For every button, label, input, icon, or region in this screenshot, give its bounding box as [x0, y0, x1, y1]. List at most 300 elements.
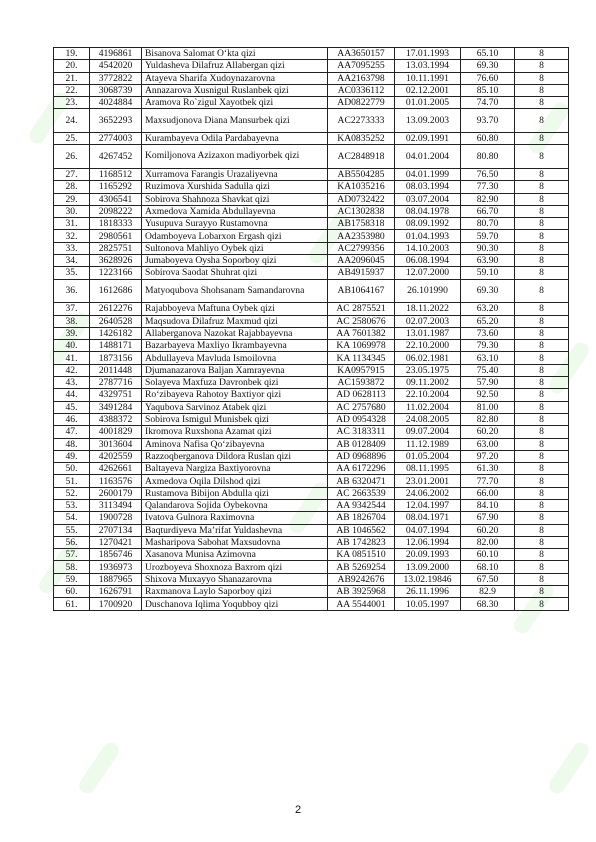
score-cell: 77.70 [461, 475, 515, 487]
full-name-cell: Ikromova Ruxshona Azamat qizi [142, 426, 328, 438]
row-number-cell: 32. [54, 230, 90, 242]
row-number-cell: 57. [54, 549, 90, 561]
score-cell: 60.20 [461, 426, 515, 438]
score-cell: 60.10 [461, 549, 515, 561]
birth-date-cell: 13.09.2003 [395, 109, 461, 133]
candidate-id-cell: 2787716 [90, 377, 142, 389]
table-row [54, 364, 569, 376]
full-name-cell: Axmedova Oqila Dilshod qizi [142, 475, 328, 487]
table-row [54, 561, 569, 573]
table-row [54, 377, 569, 389]
candidate-id-cell: 1163576 [90, 475, 142, 487]
candidate-id-cell: 1887965 [90, 573, 142, 585]
full-name-cell: Sultonova Mahliyo Oybek qizi [142, 242, 328, 254]
grade-cell: 8 [515, 549, 569, 561]
passport-number-cell: AD 0968896 [328, 450, 395, 462]
score-cell: 77.30 [461, 181, 515, 193]
grade-cell: 8 [515, 377, 569, 389]
candidate-id-cell: 1270421 [90, 536, 142, 548]
full-name-cell: Aramova Ro`zigul Xayotbek qizi [142, 97, 328, 109]
passport-number-cell: AD0732422 [328, 193, 395, 205]
score-cell: 69.30 [461, 279, 515, 303]
candidate-table [53, 47, 569, 611]
table-row [54, 438, 569, 450]
passport-number-cell: AC1593872 [328, 377, 395, 389]
grade-cell: 8 [515, 340, 569, 352]
passport-number-cell: AC2848918 [328, 145, 395, 169]
score-cell: 68.30 [461, 598, 515, 610]
grade-cell: 8 [515, 48, 569, 60]
score-cell: 67.90 [461, 512, 515, 524]
birth-date-cell: 08.04.1978 [395, 205, 461, 217]
grade-cell: 8 [515, 97, 569, 109]
grade-cell: 8 [515, 438, 569, 450]
full-name-cell: Ivatova Gulnora Raximovna [142, 512, 328, 524]
birth-date-cell: 08.04.1971 [395, 512, 461, 524]
candidate-id-cell: 3491284 [90, 401, 142, 413]
birth-date-cell: 26.11.1996 [395, 586, 461, 598]
table-row [54, 549, 569, 561]
table-row [54, 487, 569, 499]
full-name-cell: Bazarbayeva Maxliyo Ikrambayevna [142, 340, 328, 352]
passport-number-cell: AC 2757680 [328, 401, 395, 413]
passport-number-cell: AA2163798 [328, 72, 395, 84]
grade-cell: 8 [515, 586, 569, 598]
candidate-id-cell: 1900728 [90, 512, 142, 524]
birth-date-cell: 12.06.1994 [395, 536, 461, 548]
candidate-id-cell: 2980561 [90, 230, 142, 242]
candidate-id-cell: 3772822 [90, 72, 142, 84]
row-number-cell: 59. [54, 573, 90, 585]
full-name-cell: Urozboyeva Shoxnoza Baxrom qizi [142, 561, 328, 573]
candidate-id-cell: 2774003 [90, 133, 142, 145]
candidate-id-cell: 4542020 [90, 60, 142, 72]
passport-number-cell: AB 0128409 [328, 438, 395, 450]
candidate-id-cell: 3068739 [90, 84, 142, 96]
watermark-mark [76, 739, 122, 796]
table-row [54, 573, 569, 585]
full-name-cell: Axmedova Xamida Abdullayevna [142, 205, 328, 217]
row-number-cell: 50. [54, 463, 90, 475]
score-cell: 81.00 [461, 401, 515, 413]
birth-date-cell: 08.09.1992 [395, 218, 461, 230]
candidate-id-cell: 1426182 [90, 327, 142, 339]
score-cell: 80.80 [461, 145, 515, 169]
birth-date-cell: 02.07.2003 [395, 315, 461, 327]
table-row [54, 109, 569, 133]
score-cell: 67.50 [461, 573, 515, 585]
table-row [54, 475, 569, 487]
birth-date-cell: 06.08.1994 [395, 255, 461, 267]
row-number-cell: 46. [54, 413, 90, 425]
row-number-cell: 54. [54, 512, 90, 524]
score-cell: 60.20 [461, 524, 515, 536]
table-row [54, 242, 569, 254]
score-cell: 69.30 [461, 60, 515, 72]
row-number-cell: 52. [54, 487, 90, 499]
score-cell: 75.40 [461, 364, 515, 376]
grade-cell: 8 [515, 512, 569, 524]
birth-date-cell: 11.12.1989 [395, 438, 461, 450]
birth-date-cell: 01.01.2005 [395, 97, 461, 109]
grade-cell: 8 [515, 267, 569, 279]
row-number-cell: 35. [54, 267, 90, 279]
row-number-cell: 56. [54, 536, 90, 548]
grade-cell: 8 [515, 598, 569, 610]
birth-date-cell: 11.02.2004 [395, 401, 461, 413]
score-cell: 76.60 [461, 72, 515, 84]
birth-date-cell: 12.04.1997 [395, 499, 461, 511]
row-number-cell: 28. [54, 181, 90, 193]
passport-number-cell: AC2273333 [328, 109, 395, 133]
table-row [54, 133, 569, 145]
birth-date-cell: 13.03.1994 [395, 60, 461, 72]
score-cell: 63.00 [461, 438, 515, 450]
grade-cell: 8 [515, 230, 569, 242]
candidate-id-cell: 4329751 [90, 389, 142, 401]
table-row [54, 267, 569, 279]
full-name-cell: Ruzimova Xurshida Sadulla qizi [142, 181, 328, 193]
passport-number-cell: AC 2663539 [328, 487, 395, 499]
passport-number-cell: AC 2580676 [328, 315, 395, 327]
score-cell: 57.90 [461, 377, 515, 389]
row-number-cell: 48. [54, 438, 90, 450]
grade-cell: 8 [515, 389, 569, 401]
candidate-id-cell: 4267452 [90, 145, 142, 169]
full-name-cell: Shixova Muxayyo Shanazarovna [142, 573, 328, 585]
table-row [54, 303, 569, 315]
row-number-cell: 49. [54, 450, 90, 462]
passport-number-cell: AB 5269254 [328, 561, 395, 573]
passport-number-cell: AB1064167 [328, 279, 395, 303]
row-number-cell: 21. [54, 72, 90, 84]
row-number-cell: 47. [54, 426, 90, 438]
full-name-cell: Masharipova Sabohat Maxsudovna [142, 536, 328, 548]
score-cell: 68.10 [461, 561, 515, 573]
score-cell: 73.60 [461, 327, 515, 339]
grade-cell: 8 [515, 279, 569, 303]
row-number-cell: 31. [54, 218, 90, 230]
grade-cell: 8 [515, 413, 569, 425]
row-number-cell: 27. [54, 168, 90, 180]
score-cell: 79.30 [461, 340, 515, 352]
grade-cell: 8 [515, 255, 569, 267]
grade-cell: 8 [515, 84, 569, 96]
passport-number-cell: AC 3183311 [328, 426, 395, 438]
table-row [54, 389, 569, 401]
passport-number-cell: AB5504285 [328, 168, 395, 180]
row-number-cell: 51. [54, 475, 90, 487]
passport-number-cell: KA1035216 [328, 181, 395, 193]
birth-date-cell: 24.06.2002 [395, 487, 461, 499]
full-name-cell: Djumanazarova Baljan Xamrayevna [142, 364, 328, 376]
full-name-cell: Baqturdiyeva Ma’rifat Yuldashevna [142, 524, 328, 536]
score-cell: 66.00 [461, 487, 515, 499]
full-name-cell: Yuldasheva Dilafruz Allabergan qizi [142, 60, 328, 72]
score-cell: 61.30 [461, 463, 515, 475]
birth-date-cell: 04.01.2004 [395, 145, 461, 169]
birth-date-cell: 13.09.2000 [395, 561, 461, 573]
birth-date-cell: 02.12.2001 [395, 84, 461, 96]
grade-cell: 8 [515, 561, 569, 573]
passport-number-cell: KA 1134345 [328, 352, 395, 364]
passport-number-cell: AA7095255 [328, 60, 395, 72]
full-name-cell: Atayeva Sharifa Xudoynazarovna [142, 72, 328, 84]
passport-number-cell: AC2799356 [328, 242, 395, 254]
table-row [54, 60, 569, 72]
page-number: 2 [294, 804, 302, 816]
score-cell: 65.10 [461, 48, 515, 60]
candidate-id-cell: 1700920 [90, 598, 142, 610]
score-cell: 59.10 [461, 267, 515, 279]
score-cell: 66.70 [461, 205, 515, 217]
grade-cell: 8 [515, 181, 569, 193]
candidate-id-cell: 1488171 [90, 340, 142, 352]
full-name-cell: Maqsudova Dilafruz Maxmud qizi [142, 315, 328, 327]
birth-date-cell: 23.05.1975 [395, 364, 461, 376]
birth-date-cell: 04.07.1994 [395, 524, 461, 536]
full-name-cell: Sobirova Saodat Shuhrat qizi [142, 267, 328, 279]
score-cell: 76.50 [461, 168, 515, 180]
grade-cell: 8 [515, 524, 569, 536]
row-number-cell: 23. [54, 97, 90, 109]
row-number-cell: 53. [54, 499, 90, 511]
grade-cell: 8 [515, 145, 569, 169]
table-row [54, 315, 569, 327]
table-row [54, 536, 569, 548]
grade-cell: 8 [515, 60, 569, 72]
full-name-cell: Sobirova Shahnoza Shavkat qizi [142, 193, 328, 205]
row-number-cell: 61. [54, 598, 90, 610]
score-cell: 84.10 [461, 499, 515, 511]
table-row [54, 499, 569, 511]
candidate-id-cell: 4024884 [90, 97, 142, 109]
score-cell: 80.70 [461, 218, 515, 230]
candidate-id-cell: 2098222 [90, 205, 142, 217]
passport-number-cell: AA 6172296 [328, 463, 395, 475]
grade-cell: 8 [515, 205, 569, 217]
table-row [54, 352, 569, 364]
full-name-cell: Bisanova Salomat O‘kta qizi [142, 48, 328, 60]
passport-number-cell: KA0957915 [328, 364, 395, 376]
birth-date-cell: 04.01.1999 [395, 168, 461, 180]
grade-cell: 8 [515, 426, 569, 438]
row-number-cell: 22. [54, 84, 90, 96]
grade-cell: 8 [515, 573, 569, 585]
grade-cell: 8 [515, 133, 569, 145]
full-name-cell: Rustamova Bibijon Abdulla qizi [142, 487, 328, 499]
row-number-cell: 24. [54, 109, 90, 133]
full-name-cell: Yaqubova Sarvinoz Atabek qizi [142, 401, 328, 413]
candidate-id-cell: 2707134 [90, 524, 142, 536]
birth-date-cell: 22.10.2004 [395, 389, 461, 401]
candidate-id-cell: 2011448 [90, 364, 142, 376]
passport-number-cell: AC 2875521 [328, 303, 395, 315]
birth-date-cell: 14.10.2003 [395, 242, 461, 254]
grade-cell: 8 [515, 401, 569, 413]
grade-cell: 8 [515, 487, 569, 499]
full-name-cell: Kurambayeva Odila Pardabayevna [142, 133, 328, 145]
table-row [54, 279, 569, 303]
full-name-cell: Yusupuva Surayyo Rustamovna [142, 218, 328, 230]
score-cell: 82.80 [461, 413, 515, 425]
candidate-id-cell: 1168512 [90, 168, 142, 180]
candidate-id-cell: 2600179 [90, 487, 142, 499]
table-row [54, 145, 569, 169]
table-row [54, 218, 569, 230]
score-cell: 90.30 [461, 242, 515, 254]
table-row [54, 524, 569, 536]
table-row [54, 193, 569, 205]
grade-cell: 8 [515, 193, 569, 205]
table-row [54, 205, 569, 217]
row-number-cell: 60. [54, 586, 90, 598]
candidate-id-cell: 1818333 [90, 218, 142, 230]
grade-cell: 8 [515, 109, 569, 133]
birth-date-cell: 23.01.2001 [395, 475, 461, 487]
birth-date-cell: 13.01.1987 [395, 327, 461, 339]
candidate-id-cell: 4196861 [90, 48, 142, 60]
full-name-cell: Komiljonova Azizaxon madiyorbek qizi [142, 145, 328, 169]
row-number-cell: 36. [54, 279, 90, 303]
row-number-cell: 40. [54, 340, 90, 352]
table-row [54, 181, 569, 193]
score-cell: 60.80 [461, 133, 515, 145]
birth-date-cell: 09.07.2004 [395, 426, 461, 438]
table-row [54, 72, 569, 84]
grade-cell: 8 [515, 303, 569, 315]
grade-cell: 8 [515, 475, 569, 487]
passport-number-cell: AA 9342544 [328, 499, 395, 511]
passport-number-cell: AD 0954328 [328, 413, 395, 425]
passport-number-cell: AA2096045 [328, 255, 395, 267]
grade-cell: 8 [515, 242, 569, 254]
birth-date-cell: 24.08.2005 [395, 413, 461, 425]
full-name-cell: Solayeva Maxfuza Davronbek qizi [142, 377, 328, 389]
birth-date-cell: 22.10.2000 [395, 340, 461, 352]
row-number-cell: 43. [54, 377, 90, 389]
birth-date-cell: 10.11.1991 [395, 72, 461, 84]
birth-date-cell: 18.11.2022 [395, 303, 461, 315]
candidate-id-cell: 1936973 [90, 561, 142, 573]
table-row [54, 340, 569, 352]
full-name-cell: Raxmanova Laylo Saporboy qizi [142, 586, 328, 598]
table-row [54, 413, 569, 425]
score-cell: 97.20 [461, 450, 515, 462]
full-name-cell: Jumaboyeva Oysha Soporboy qizi [142, 255, 328, 267]
full-name-cell: Xasanova Munisa Azimovna [142, 549, 328, 561]
candidate-id-cell: 1856746 [90, 549, 142, 561]
full-name-cell: Matyoqubova Shohsanam Samandarovna [142, 279, 328, 303]
grade-cell: 8 [515, 499, 569, 511]
row-number-cell: 39. [54, 327, 90, 339]
passport-number-cell: AA3650157 [328, 48, 395, 60]
full-name-cell: Rajabboyeva Maftuna Oybek qizi [142, 303, 328, 315]
candidate-id-cell: 3628926 [90, 255, 142, 267]
passport-number-cell: AB 6320471 [328, 475, 395, 487]
passport-number-cell: AD 0628113 [328, 389, 395, 401]
grade-cell: 8 [515, 450, 569, 462]
full-name-cell: Xurramova Farangis Urazaliyevna [142, 168, 328, 180]
candidate-id-cell: 1626791 [90, 586, 142, 598]
passport-number-cell: AA 5544001 [328, 598, 395, 610]
row-number-cell: 38. [54, 315, 90, 327]
row-number-cell: 41. [54, 352, 90, 364]
row-number-cell: 20. [54, 60, 90, 72]
candidate-id-cell: 4202559 [90, 450, 142, 462]
row-number-cell: 29. [54, 193, 90, 205]
candidate-id-cell: 3113494 [90, 499, 142, 511]
full-name-cell: Baltayeva Nargiza Baxtiyorovna [142, 463, 328, 475]
passport-number-cell: AB 1046562 [328, 524, 395, 536]
full-name-cell: Allaberganova Nazokat Rajabbayevna [142, 327, 328, 339]
row-number-cell: 58. [54, 561, 90, 573]
birth-date-cell: 20.09.1993 [395, 549, 461, 561]
birth-date-cell: 02.09.1991 [395, 133, 461, 145]
full-name-cell: Abdullayeva Mavluda Ismoilovna [142, 352, 328, 364]
score-cell: 93.70 [461, 109, 515, 133]
table-row [54, 255, 569, 267]
birth-date-cell: 12.07.2000 [395, 267, 461, 279]
candidate-id-cell: 2825751 [90, 242, 142, 254]
birth-date-cell: 06.02.1981 [395, 352, 461, 364]
row-number-cell: 19. [54, 48, 90, 60]
passport-number-cell: AC0336112 [328, 84, 395, 96]
table-row [54, 598, 569, 610]
passport-number-cell: AB1758318 [328, 218, 395, 230]
score-cell: 74.70 [461, 97, 515, 109]
table-row [54, 426, 569, 438]
score-cell: 92.50 [461, 389, 515, 401]
candidate-id-cell: 2612276 [90, 303, 142, 315]
full-name-cell: Razzoqberganova Dildora Ruslan qizi [142, 450, 328, 462]
birth-date-cell: 09.11.2002 [395, 377, 461, 389]
row-number-cell: 26. [54, 145, 90, 169]
full-name-cell: Odamboyeva Lobarxon Ergash qizi [142, 230, 328, 242]
score-cell: 63.20 [461, 303, 515, 315]
passport-number-cell: AB 3925968 [328, 586, 395, 598]
full-name-cell: Ro‘zibayeva Rahotoy Baxtiyor qizi [142, 389, 328, 401]
table-row [54, 401, 569, 413]
row-number-cell: 42. [54, 364, 90, 376]
candidate-id-cell: 4262661 [90, 463, 142, 475]
candidate-id-cell: 3652293 [90, 109, 142, 133]
passport-number-cell: AB4915937 [328, 267, 395, 279]
candidate-id-cell: 3013604 [90, 438, 142, 450]
score-cell: 63.90 [461, 255, 515, 267]
grade-cell: 8 [515, 352, 569, 364]
full-name-cell: Annazarova Xusnigul Ruslanbek qizi [142, 84, 328, 96]
birth-date-cell: 17.01.1993 [395, 48, 461, 60]
row-number-cell: 25. [54, 133, 90, 145]
row-number-cell: 44. [54, 389, 90, 401]
passport-number-cell: AA 7601382 [328, 327, 395, 339]
table-row [54, 48, 569, 60]
score-cell: 63.10 [461, 352, 515, 364]
grade-cell: 8 [515, 72, 569, 84]
birth-date-cell: 01.04.1993 [395, 230, 461, 242]
full-name-cell: Qalandarova Sojida Oybekovna [142, 499, 328, 511]
row-number-cell: 34. [54, 255, 90, 267]
birth-date-cell: 26.101990 [395, 279, 461, 303]
table-row [54, 450, 569, 462]
birth-date-cell: 01.05.2004 [395, 450, 461, 462]
passport-number-cell: AB9242676 [328, 573, 395, 585]
passport-number-cell: AA2353980 [328, 230, 395, 242]
score-cell: 85.10 [461, 84, 515, 96]
passport-number-cell: KA 1069978 [328, 340, 395, 352]
score-cell: 82.00 [461, 536, 515, 548]
